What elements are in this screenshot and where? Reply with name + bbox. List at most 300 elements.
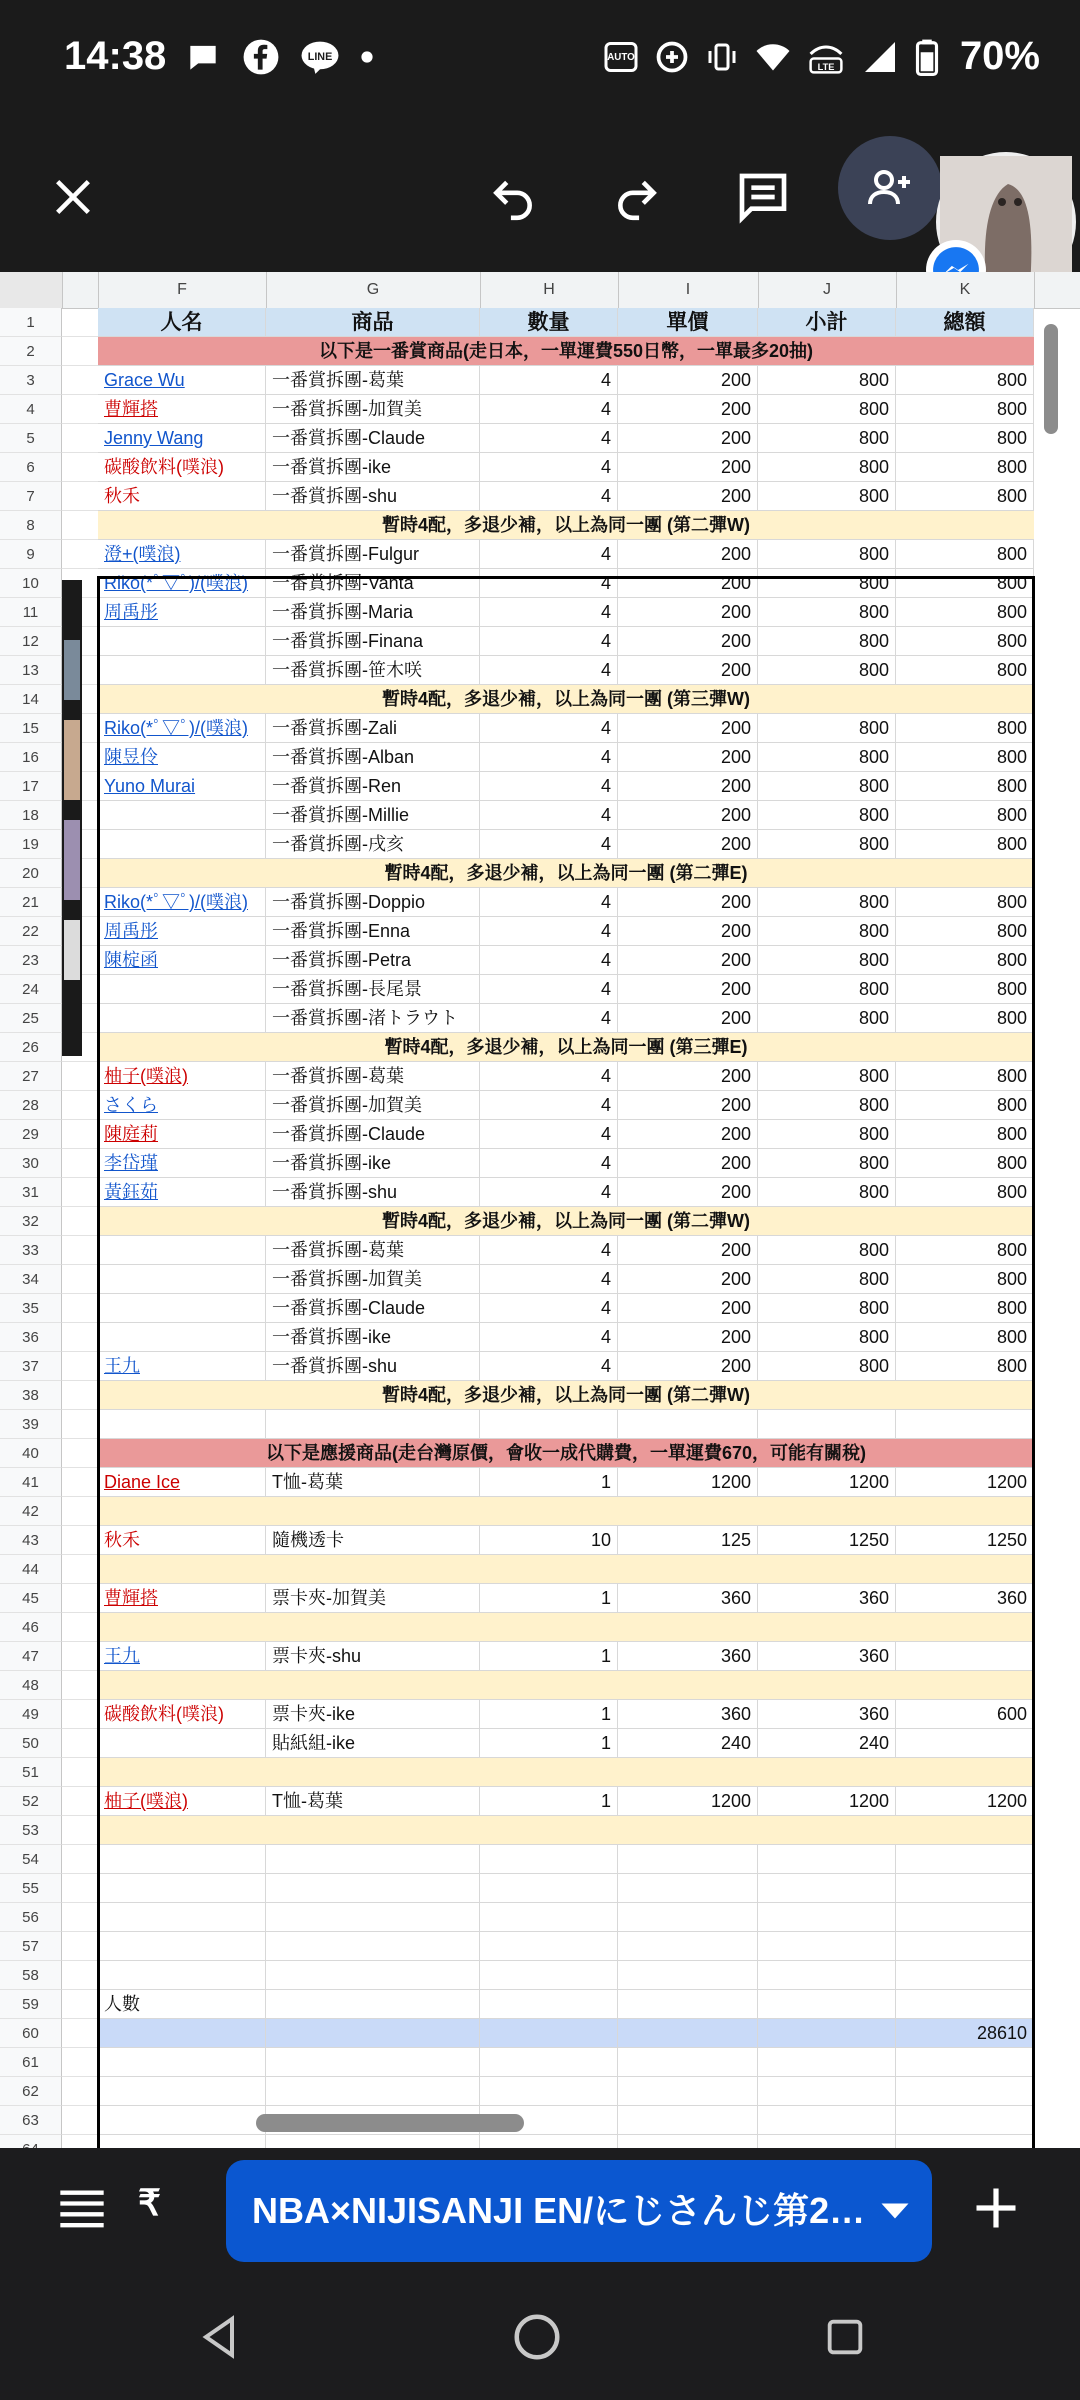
cell[interactable]: 一番賞拆團-Maria	[266, 598, 480, 627]
cell-e[interactable]	[62, 1236, 98, 1265]
cell[interactable]: 1250	[896, 1526, 1034, 1555]
cell[interactable]	[480, 2077, 618, 2106]
row-number[interactable]: 19	[0, 830, 62, 859]
cell[interactable]: 800	[896, 1149, 1034, 1178]
header-cell[interactable]: 人名	[98, 308, 266, 337]
row-number[interactable]: 32	[0, 1207, 62, 1236]
cell[interactable]: 200	[618, 598, 758, 627]
cell[interactable]: 4	[480, 453, 618, 482]
row-number[interactable]: 51	[0, 1758, 62, 1787]
separator-cell[interactable]	[98, 1758, 1034, 1787]
cell[interactable]: 4	[480, 772, 618, 801]
row-number[interactable]: 40	[0, 1439, 62, 1468]
cell[interactable]: 800	[758, 830, 896, 859]
cell[interactable]: 200	[618, 366, 758, 395]
cell[interactable]: 隨機透卡	[266, 1526, 480, 1555]
row-number[interactable]: 59	[0, 1990, 62, 2019]
cell[interactable]: 800	[896, 627, 1034, 656]
name-cell[interactable]: 曹輝搭	[98, 1584, 266, 1613]
cell[interactable]: 360	[758, 1584, 896, 1613]
cell[interactable]	[896, 1961, 1034, 1990]
row-number[interactable]: 44	[0, 1555, 62, 1584]
cell[interactable]	[758, 2106, 896, 2135]
cell[interactable]: 4	[480, 424, 618, 453]
row-number[interactable]: 48	[0, 1671, 62, 1700]
cell-e[interactable]	[62, 1381, 98, 1410]
cell[interactable]: 1200	[896, 1468, 1034, 1497]
cell[interactable]: 800	[896, 946, 1034, 975]
cell[interactable]: 10	[480, 1526, 618, 1555]
cell[interactable]: 一番賞拆團-ike	[266, 1149, 480, 1178]
cell-e[interactable]	[62, 1062, 98, 1091]
row-number[interactable]: 28	[0, 1091, 62, 1120]
row-number[interactable]: 46	[0, 1613, 62, 1642]
cell[interactable]: 一番賞拆團-Ren	[266, 772, 480, 801]
name-cell[interactable]: 柚子(噗浪)	[98, 1062, 266, 1091]
cell[interactable]: 800	[896, 1352, 1034, 1381]
cell[interactable]: 4	[480, 1294, 618, 1323]
row-number[interactable]: 31	[0, 1178, 62, 1207]
name-cell[interactable]: Riko(*ﾟ▽ﾟ)/(噗浪)	[98, 888, 266, 917]
name-cell[interactable]	[98, 1323, 266, 1352]
active-sheet-tab[interactable]	[226, 2160, 932, 2262]
cell[interactable]: 1	[480, 1729, 618, 1758]
cell[interactable]: 360	[758, 1642, 896, 1671]
cell[interactable]: 800	[896, 598, 1034, 627]
cell-e[interactable]	[62, 395, 98, 424]
cell[interactable]: 200	[618, 1236, 758, 1265]
name-cell[interactable]	[98, 801, 266, 830]
cell[interactable]: 貼紙組-ike	[266, 1729, 480, 1758]
row-number[interactable]: 22	[0, 917, 62, 946]
cell-e[interactable]	[62, 366, 98, 395]
cell[interactable]: 800	[896, 743, 1034, 772]
separator-cell[interactable]	[98, 1816, 1034, 1845]
cell[interactable]: 800	[758, 946, 896, 975]
cell[interactable]: 360	[896, 1584, 1034, 1613]
cell[interactable]: 一番賞拆團-Claude	[266, 424, 480, 453]
cell[interactable]: 票卡夾-加賀美	[266, 1584, 480, 1613]
name-cell[interactable]: Jenny Wang	[98, 424, 266, 453]
cell[interactable]: 4	[480, 975, 618, 1004]
cell[interactable]: 800	[758, 627, 896, 656]
name-cell[interactable]: 李岱瑾	[98, 1149, 266, 1178]
header-cell[interactable]: 小計	[758, 308, 896, 337]
cell[interactable]: 200	[618, 540, 758, 569]
cell[interactable]: 200	[618, 1178, 758, 1207]
cell[interactable]: 200	[618, 772, 758, 801]
share-button[interactable]	[838, 136, 942, 240]
cell-e[interactable]	[62, 1178, 98, 1207]
cell[interactable]: 一番賞拆團-加賀美	[266, 1091, 480, 1120]
cell[interactable]: 一番賞拆團-笹木咲	[266, 656, 480, 685]
cell[interactable]: 800	[758, 1265, 896, 1294]
cell[interactable]: 800	[758, 1120, 896, 1149]
cell[interactable]: 4	[480, 395, 618, 424]
cell-e[interactable]	[62, 1671, 98, 1700]
cell[interactable]: 200	[618, 1323, 758, 1352]
row-number[interactable]: 61	[0, 2048, 62, 2077]
cell[interactable]: 1200	[618, 1787, 758, 1816]
redo-button[interactable]	[594, 154, 680, 240]
cell[interactable]: 一番賞拆團-Zali	[266, 714, 480, 743]
name-cell[interactable]	[98, 656, 266, 685]
cell[interactable]: 800	[758, 540, 896, 569]
cell[interactable]	[266, 2077, 480, 2106]
cell[interactable]: 800	[758, 917, 896, 946]
cell[interactable]	[758, 1874, 896, 1903]
column-header-e[interactable]	[62, 272, 99, 308]
cell[interactable]: 800	[758, 656, 896, 685]
row-number[interactable]: 2	[0, 337, 62, 366]
name-cell[interactable]	[98, 830, 266, 859]
name-cell[interactable]: 周禹彤	[98, 598, 266, 627]
cell[interactable]: 4	[480, 1149, 618, 1178]
cell-e[interactable]	[62, 1207, 98, 1236]
cell[interactable]	[98, 1874, 266, 1903]
cell[interactable]	[618, 1845, 758, 1874]
separator-cell[interactable]	[98, 1555, 1034, 1584]
cell[interactable]	[896, 1874, 1034, 1903]
cell[interactable]: 4	[480, 830, 618, 859]
cell[interactable]: 200	[618, 946, 758, 975]
name-cell[interactable]: 柚子(噗浪)	[98, 1787, 266, 1816]
row-number[interactable]: 39	[0, 1410, 62, 1439]
cell[interactable]: 1200	[618, 1468, 758, 1497]
cell[interactable]: T恤-葛葉	[266, 1468, 480, 1497]
cell[interactable]: 800	[758, 598, 896, 627]
cell[interactable]: 4	[480, 1120, 618, 1149]
cell[interactable]: 一番賞拆團-加賀美	[266, 1265, 480, 1294]
cell[interactable]	[618, 1932, 758, 1961]
cell[interactable]: 800	[896, 395, 1034, 424]
cell[interactable]: 4	[480, 482, 618, 511]
cell[interactable]: 4	[480, 627, 618, 656]
cell[interactable]: 一番賞拆團-Finana	[266, 627, 480, 656]
cell[interactable]	[896, 1845, 1034, 1874]
cell[interactable]	[618, 2019, 758, 2048]
cell[interactable]: 800	[758, 975, 896, 1004]
cell[interactable]: 360	[618, 1700, 758, 1729]
cell[interactable]	[758, 1845, 896, 1874]
column-header-i[interactable]: I	[618, 272, 759, 308]
cell[interactable]: 一番賞拆團-Fulgur	[266, 540, 480, 569]
cell[interactable]: 一番賞拆團-ike	[266, 1323, 480, 1352]
cell[interactable]: 800	[896, 656, 1034, 685]
name-cell[interactable]	[98, 1729, 266, 1758]
cell[interactable]: 200	[618, 1352, 758, 1381]
cell[interactable]	[758, 1932, 896, 1961]
cell[interactable]: 800	[896, 830, 1034, 859]
cell-e[interactable]	[62, 1468, 98, 1497]
row-number[interactable]: 33	[0, 1236, 62, 1265]
cell[interactable]	[266, 1961, 480, 1990]
cell[interactable]: 一番賞拆團-Doppio	[266, 888, 480, 917]
name-cell[interactable]: Riko(*ﾟ▽ﾟ)/(噗浪)	[98, 569, 266, 598]
cell[interactable]: 一番賞拆團-Millie	[266, 801, 480, 830]
row-number[interactable]: 23	[0, 946, 62, 975]
cell-e[interactable]	[62, 2019, 98, 2048]
cell[interactable]	[480, 2048, 618, 2077]
row-number[interactable]: 17	[0, 772, 62, 801]
cell[interactable]: 4	[480, 598, 618, 627]
cell[interactable]: 一番賞拆團-Petra	[266, 946, 480, 975]
cell-e[interactable]	[62, 1903, 98, 1932]
cell[interactable]	[98, 1932, 266, 1961]
cell[interactable]: 4	[480, 1323, 618, 1352]
cell[interactable]	[266, 1874, 480, 1903]
cell[interactable]: 200	[618, 801, 758, 830]
cell[interactable]	[98, 1961, 266, 1990]
add-sheet-button[interactable]	[970, 2182, 1022, 2239]
cell[interactable]	[266, 1932, 480, 1961]
section-banner-cell[interactable]: 暫時4配，多退少補，以上為同一團 (第三彈E)	[98, 1033, 1034, 1062]
cell[interactable]: 800	[896, 1004, 1034, 1033]
cell[interactable]: 200	[618, 1265, 758, 1294]
cell[interactable]: 4	[480, 540, 618, 569]
row-number[interactable]: 20	[0, 859, 62, 888]
row-number[interactable]: 52	[0, 1787, 62, 1816]
cell[interactable]: 4	[480, 1236, 618, 1265]
cell[interactable]: 800	[896, 975, 1034, 1004]
cell[interactable]	[98, 1903, 266, 1932]
name-cell[interactable]: 秋禾	[98, 482, 266, 511]
cell[interactable]: 200	[618, 975, 758, 1004]
cell-e[interactable]	[62, 1700, 98, 1729]
cell[interactable]: 4	[480, 1062, 618, 1091]
cell[interactable]: 800	[758, 482, 896, 511]
cell[interactable]: 800	[896, 482, 1034, 511]
row-number[interactable]: 4	[0, 395, 62, 424]
cell[interactable]: 一番賞拆團-Vanta	[266, 569, 480, 598]
cell-e[interactable]	[62, 1787, 98, 1816]
cell[interactable]	[266, 2048, 480, 2077]
undo-button[interactable]	[470, 154, 556, 240]
cell[interactable]	[98, 1410, 266, 1439]
column-header-g[interactable]: G	[266, 272, 481, 308]
section-banner-cell[interactable]: 暫時4配，多退少補，以上為同一團 (第二彈W)	[98, 511, 1034, 540]
row-number[interactable]: 3	[0, 366, 62, 395]
cell[interactable]: 一番賞拆團-shu	[266, 1352, 480, 1381]
cell[interactable]: 1	[480, 1642, 618, 1671]
row-number[interactable]: 24	[0, 975, 62, 1004]
cell[interactable]: 4	[480, 888, 618, 917]
horizontal-scrollbar[interactable]	[256, 2114, 524, 2132]
cell[interactable]: 一番賞拆團-shu	[266, 482, 480, 511]
cell[interactable]: 800	[758, 569, 896, 598]
row-number[interactable]: 13	[0, 656, 62, 685]
cell-e[interactable]	[62, 1845, 98, 1874]
cell[interactable]: 200	[618, 453, 758, 482]
column-header-j[interactable]: J	[758, 272, 897, 308]
row-number[interactable]: 12	[0, 627, 62, 656]
column-header-f[interactable]: F	[98, 272, 267, 308]
cell[interactable]: 4	[480, 1178, 618, 1207]
cell[interactable]	[896, 1729, 1034, 1758]
name-cell[interactable]: 周禹彤	[98, 917, 266, 946]
cell[interactable]: 一番賞拆團-Claude	[266, 1294, 480, 1323]
cell[interactable]: 800	[896, 801, 1034, 830]
cell[interactable]: 200	[618, 1091, 758, 1120]
cell[interactable]: 4	[480, 743, 618, 772]
name-cell[interactable]	[98, 1004, 266, 1033]
name-cell[interactable]: 陳椗函	[98, 946, 266, 975]
name-cell[interactable]: 曹輝搭	[98, 395, 266, 424]
cell[interactable]: 1	[480, 1700, 618, 1729]
row-number[interactable]: 56	[0, 1903, 62, 1932]
name-cell[interactable]: Riko(*ﾟ▽ﾟ)/(噗浪)	[98, 714, 266, 743]
cell[interactable]	[480, 1990, 618, 2019]
cell[interactable]	[618, 1961, 758, 1990]
cell[interactable]	[896, 1932, 1034, 1961]
name-cell[interactable]: 陳昱伶	[98, 743, 266, 772]
row-number[interactable]: 7	[0, 482, 62, 511]
cell[interactable]	[758, 2019, 896, 2048]
cell[interactable]: 1	[480, 1787, 618, 1816]
cell[interactable]: 一番賞拆團-Enna	[266, 917, 480, 946]
cell[interactable]	[266, 1903, 480, 1932]
cell-e[interactable]	[62, 1439, 98, 1468]
cell[interactable]: 1	[480, 1468, 618, 1497]
header-cell[interactable]: 單價	[618, 308, 758, 337]
cell-e[interactable]	[62, 1555, 98, 1584]
cell[interactable]: 800	[896, 1091, 1034, 1120]
cell[interactable]: 4	[480, 1004, 618, 1033]
cell[interactable]	[480, 1410, 618, 1439]
name-cell[interactable]	[98, 1265, 266, 1294]
cell[interactable]: 360	[758, 1700, 896, 1729]
cell-e[interactable]	[62, 1932, 98, 1961]
cell[interactable]: 1250	[758, 1526, 896, 1555]
cell[interactable]: 200	[618, 569, 758, 598]
cell-e[interactable]	[62, 1410, 98, 1439]
row-number[interactable]: 35	[0, 1294, 62, 1323]
cell[interactable]: 800	[758, 888, 896, 917]
cell[interactable]	[758, 1903, 896, 1932]
cell-e[interactable]	[62, 1584, 98, 1613]
section-banner-cell[interactable]: 以下是一番賞商品(走日本，一單運費550日幣，一單最多20抽)	[98, 337, 1034, 366]
cell[interactable]	[98, 2077, 266, 2106]
cell[interactable]: 一番賞拆團-葛葉	[266, 1062, 480, 1091]
row-number[interactable]: 55	[0, 1874, 62, 1903]
cell[interactable]: 200	[618, 917, 758, 946]
cell[interactable]: 800	[896, 714, 1034, 743]
row-number[interactable]: 29	[0, 1120, 62, 1149]
section-banner-cell[interactable]: 暫時4配，多退少補，以上為同一團 (第二彈E)	[98, 859, 1034, 888]
cell[interactable]: 200	[618, 714, 758, 743]
cell[interactable]: 200	[618, 1294, 758, 1323]
row-number[interactable]: 41	[0, 1468, 62, 1497]
cell[interactable]: 200	[618, 830, 758, 859]
cell-e[interactable]	[62, 308, 98, 337]
cell[interactable]: 4	[480, 917, 618, 946]
row-number[interactable]: 15	[0, 714, 62, 743]
cell[interactable]	[480, 2019, 618, 2048]
section-banner-cell[interactable]: 以下是應援商品(走台灣原價，會收一成代購費，一單運費670，可能有關稅)	[98, 1439, 1034, 1468]
cell[interactable]: 200	[618, 1004, 758, 1033]
cell[interactable]: 800	[758, 1091, 896, 1120]
cell[interactable]: 800	[758, 1323, 896, 1352]
cell[interactable]: 1200	[758, 1787, 896, 1816]
cell[interactable]: 800	[896, 1265, 1034, 1294]
separator-cell[interactable]	[98, 1497, 1034, 1526]
cell-e[interactable]	[62, 511, 98, 540]
name-cell[interactable]: 人數	[98, 1990, 266, 2019]
cell[interactable]: 800	[896, 453, 1034, 482]
cell-e[interactable]	[62, 2106, 98, 2135]
row-number[interactable]: 30	[0, 1149, 62, 1178]
cell[interactable]: 800	[896, 1062, 1034, 1091]
cell[interactable]	[758, 1961, 896, 1990]
name-cell[interactable]: 秋禾	[98, 1526, 266, 1555]
cell[interactable]: 800	[896, 540, 1034, 569]
cell[interactable]	[896, 1903, 1034, 1932]
row-number[interactable]: 54	[0, 1845, 62, 1874]
section-banner-cell[interactable]: 暫時4配，多退少補，以上為同一團 (第二彈W)	[98, 1381, 1034, 1410]
row-number[interactable]: 37	[0, 1352, 62, 1381]
cell[interactable]: 800	[896, 772, 1034, 801]
cell[interactable]	[480, 1874, 618, 1903]
cell-e[interactable]	[62, 1294, 98, 1323]
row-number[interactable]: 50	[0, 1729, 62, 1758]
cell-e[interactable]	[62, 2048, 98, 2077]
cell-e[interactable]	[62, 1149, 98, 1178]
cell[interactable]: 125	[618, 1526, 758, 1555]
column-header-k[interactable]: K	[896, 272, 1035, 308]
row-number[interactable]: 63	[0, 2106, 62, 2135]
cell[interactable]	[896, 2048, 1034, 2077]
cell[interactable]: 4	[480, 569, 618, 598]
cell[interactable]: 200	[618, 627, 758, 656]
cell[interactable]: 一番賞拆團-Alban	[266, 743, 480, 772]
cell-e[interactable]	[62, 1642, 98, 1671]
cell[interactable]: 800	[758, 1062, 896, 1091]
cell[interactable]: 800	[896, 888, 1034, 917]
cell[interactable]: 一番賞拆團-Claude	[266, 1120, 480, 1149]
cell[interactable]: 800	[896, 1120, 1034, 1149]
cell[interactable]	[480, 1932, 618, 1961]
name-cell[interactable]: 王九	[98, 1642, 266, 1671]
header-cell[interactable]: 數量	[480, 308, 618, 337]
name-cell[interactable]: 黃鈺茹	[98, 1178, 266, 1207]
cell[interactable]	[618, 1874, 758, 1903]
separator-cell[interactable]	[98, 1613, 1034, 1642]
embedded-image[interactable]	[62, 580, 82, 1056]
cell[interactable]	[266, 2019, 480, 2048]
cell[interactable]: 360	[618, 1642, 758, 1671]
row-number[interactable]: 49	[0, 1700, 62, 1729]
cell[interactable]: 800	[896, 917, 1034, 946]
cell-e[interactable]	[62, 1990, 98, 2019]
cell-e[interactable]	[62, 540, 98, 569]
cell[interactable]: 一番賞拆團-戌亥	[266, 830, 480, 859]
cell[interactable]	[618, 2106, 758, 2135]
row-number[interactable]: 60	[0, 2019, 62, 2048]
cell[interactable]: 200	[618, 424, 758, 453]
cell[interactable]	[896, 1990, 1034, 2019]
cell-e[interactable]	[62, 424, 98, 453]
cell[interactable]	[896, 1410, 1034, 1439]
cell[interactable]	[618, 1410, 758, 1439]
cell-e[interactable]	[62, 1352, 98, 1381]
cell[interactable]: 800	[758, 1004, 896, 1033]
cell[interactable]: 800	[758, 1178, 896, 1207]
cell[interactable]: 1200	[758, 1468, 896, 1497]
cell[interactable]: 200	[618, 743, 758, 772]
cell[interactable]: 600	[896, 1700, 1034, 1729]
cell[interactable]	[618, 2077, 758, 2106]
cell[interactable]: 800	[896, 1294, 1034, 1323]
